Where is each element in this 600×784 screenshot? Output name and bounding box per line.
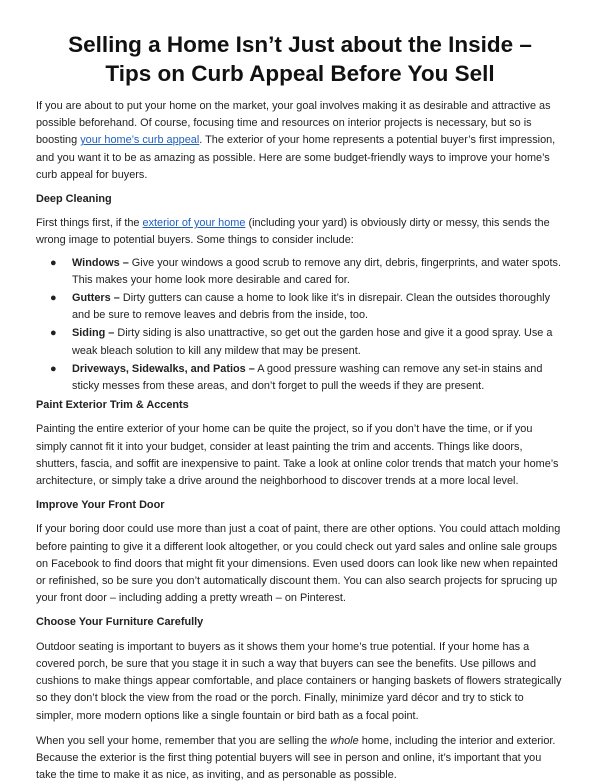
list-item-text: Dirty gutters can cause a home to look like it’s in disrepair. Clean the outsides thoroughly and be sure to remove leaves and debris from the inside, too.: [72, 292, 551, 322]
title-line-2: Tips on Curb Appeal Before You Sell: [105, 61, 495, 86]
exterior-of-home-link[interactable]: exterior of your home: [142, 217, 246, 230]
intro-paragraph: [36, 98, 564, 184]
bullet-icon: ●: [50, 327, 57, 340]
deep-cleaning-text-start: First things first, if the: [36, 217, 143, 230]
list-item-label: Driveways, Sidewalks, and Patios –: [72, 362, 255, 375]
closing-emphasis: whole: [330, 734, 359, 747]
trim-paragraph: Painting the entire exterior of your home can be quite the project, so if you don’t have the time, or if you simply cannot fit it into your budget, consider at least painting the trim and accents. Things like doors, shutters, fascia, and soffit are inexpensive to paint. Take a look at online color trends that match your home’s architecture, or simply take a drive around the neighborhood to discover trends at a more local level.: [36, 423, 559, 488]
page-title: [36, 30, 564, 88]
furniture-paragraph: Outdoor seating is important to buyers as it shows them your home’s true potential. If your home has a covered porch, be sure that you stage it in such a way that buyers can see the benefits. Use pillows and cushions to make things appear comfortable, and place containers or hanging baskets of flowers strategically so they don’t block the view from the road or the porch. Finally, minimize yard décor and try to stick to simpler, more modern options like a single fountain or bird bath as a focal point.: [36, 640, 562, 722]
list-item-driveways: [36, 361, 564, 395]
list-item-label: Windows –: [72, 256, 129, 269]
deep-cleaning-paragraph: [36, 215, 564, 249]
section-heading-furniture: Choose Your Furniture Carefully: [36, 616, 204, 629]
list-item-gutters: [36, 290, 564, 324]
closing-text-start: When you sell your home, remember that you are selling the: [36, 734, 331, 747]
front-door-paragraph: If your boring door could use more than just a coat of paint, there are other options. You could attach molding before painting to give it a different look altogether, or you could check out yard sales and online sale groups on Facebook to find doors that might fit your dimensions. Even used doors can look like new when repainted or refinished, so be sure you don’t automatically discount them. You can also search projects for sprucing up your front door – including adding a pretty wreath – on Pinterest.: [36, 523, 561, 605]
closing-paragraph: [36, 733, 564, 784]
bullet-icon: ●: [50, 292, 57, 305]
intro-text-end: . The exterior of your home represents a potential buyer’s first impression, and you want it to be as amazing as possible. Here are some budget-friendly ways to improve your home’s curb appeal for buyers.: [36, 134, 556, 181]
list-item-text: Dirty siding is also unattractive, so get out the garden hose and give it a good spray. Use a weak bleach solution to kill any mildew that may be present.: [72, 327, 553, 357]
bullet-icon: ●: [50, 256, 57, 269]
list-item-label: Gutters –: [72, 292, 120, 305]
list-item-text: Give your windows a good scrub to remove any dirt, debris, fingerprints, and water spots. This makes your home look more desirable and cared for.: [72, 256, 561, 286]
section-heading-front-door: Improve Your Front Door: [36, 499, 165, 512]
list-item-label: Siding –: [72, 327, 115, 340]
section-heading-deep-cleaning: Deep Cleaning: [36, 193, 112, 206]
deep-cleaning-text-end: (including your yard) is obviously dirty or messy, this sends the wrong image to potential buyers. Some things to consider include:: [36, 217, 550, 247]
closing-text-end: home, including the interior and exterior. Because the exterior is the first thing potential buyers will see in person and online, it’s important that you take the time to make it as nice, as inviting, and as personable as possible.: [36, 734, 556, 782]
curb-appeal-link[interactable]: your home’s curb appeal: [80, 134, 200, 147]
intro-text-start: If you are about to put your home on the market, your goal involves making it as desirable and attractive as possible beforehand. Of course, focusing time and resources on interior projects is necessary, but so is boosting: [36, 100, 551, 147]
list-item-text: A good pressure washing can remove any set-in stains and sticky messes from these areas, and don’t forget to pull the weeds if they are present.: [72, 362, 543, 393]
cleaning-list: [36, 255, 564, 396]
list-item-siding: [36, 325, 564, 359]
bullet-icon: ●: [50, 362, 57, 375]
section-heading-trim: Paint Exterior Trim & Accents: [36, 399, 189, 412]
document-page: [36, 30, 564, 784]
list-item-windows: [36, 255, 564, 289]
title-line-1: Selling a Home Isn’t Just about the Inside –: [68, 32, 532, 57]
